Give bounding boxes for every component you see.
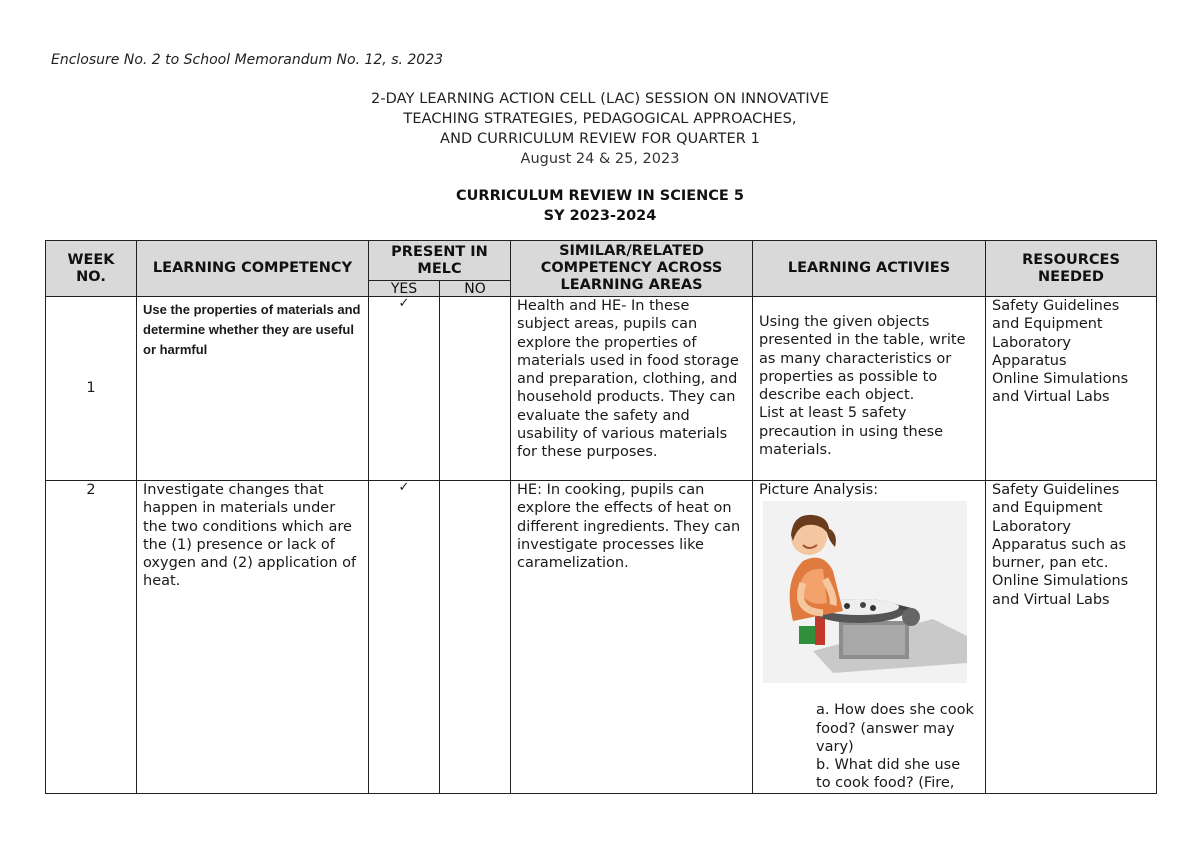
yes-check: ✓ xyxy=(369,481,440,794)
header-no: NO xyxy=(440,281,511,297)
header-resources: RESOURCES NEEDED xyxy=(986,241,1157,297)
no-check xyxy=(440,481,511,794)
curriculum-review-table xyxy=(45,240,1157,794)
resource-item: Safety Guidelines and Equipment xyxy=(992,298,1120,333)
header-similar-competency: SIMILAR/RELATED COMPETENCY ACROSS LEARNING AREAS xyxy=(511,241,753,297)
document-subtitle xyxy=(0,186,1200,226)
header-present-in-melc: PRESENT IN MELC xyxy=(369,241,511,281)
header-week: WEEK NO. xyxy=(46,241,137,297)
no-check xyxy=(440,297,511,481)
activity-title: Picture Analysis: xyxy=(759,482,879,498)
question-item: b. What did she use to cook food? (Fire, xyxy=(816,757,961,792)
activities-cell xyxy=(753,481,986,794)
resource-item: Laboratory Apparatus such as burner, pan etc. xyxy=(992,518,1127,572)
header-yes: YES xyxy=(369,281,440,297)
week-number: 1 xyxy=(46,297,137,481)
enclosure-note: Enclosure No. 2 to School Memorandum No. 12, s. 2023 xyxy=(51,52,444,68)
cooking-illustration xyxy=(763,501,967,683)
activities-cell xyxy=(753,297,986,481)
title-line-2: TEACHING STRATEGIES, PEDAGOGICAL APPROACHES, xyxy=(403,111,797,127)
title-line-3: AND CURRICULUM REVIEW FOR QUARTER 1 xyxy=(440,131,760,147)
activity-text: Using the given objects presented in the table, write as many characteristics or properties as possible to describe each object. xyxy=(759,314,966,404)
activity-text-2: List at least 5 safety precaution in using these materials. xyxy=(759,405,944,459)
competency-text: Investigate changes that happen in materials under the two conditions which are the (1) presence or lack of oxygen and (2) application of heat. xyxy=(137,481,369,794)
question-item: a. How does she cook food? (answer may vary) xyxy=(816,702,974,755)
competency-cell xyxy=(137,297,369,481)
resources-cell xyxy=(986,481,1157,794)
similar-competency-text: Health and HE- In these subject areas, pupils can explore the properties of materials used in food storage and preparation, clothing, and household products. They can evaluate the safety and usability of various materials for these purposes. xyxy=(511,297,753,481)
table-row xyxy=(46,481,1157,794)
week-number: 2 xyxy=(46,481,137,794)
header-learning-activities: LEARNING ACTIVIES xyxy=(753,241,986,297)
resources-cell xyxy=(986,297,1157,481)
yes-check: ✓ xyxy=(369,297,440,481)
cooking-woman-image xyxy=(763,501,967,683)
session-date: August 24 & 25, 2023 xyxy=(520,151,680,167)
similar-competency-text: HE: In cooking, pupils can explore the effects of heat on different ingredients. They can investigate processes like caramelization. xyxy=(511,481,753,794)
title-line-1: 2-DAY LEARNING ACTION CELL (LAC) SESSION ON INNOVATIVE xyxy=(371,91,829,107)
table-row xyxy=(46,297,1157,481)
subtitle-line-1: CURRICULUM REVIEW IN SCIENCE 5 xyxy=(456,188,744,204)
resource-item: Safety Guidelines and Equipment xyxy=(992,482,1120,517)
header-competency: LEARNING COMPETENCY xyxy=(137,241,369,297)
competency-text: Use the properties of materials and determine whether they are useful or harmful xyxy=(143,302,361,357)
subtitle-line-2: SY 2023-2024 xyxy=(543,208,657,224)
resource-item: Laboratory Apparatus xyxy=(992,334,1072,369)
document-title xyxy=(0,89,1200,169)
question-list xyxy=(759,701,979,792)
resource-item: Online Simulations and Virtual Labs xyxy=(992,371,1129,406)
resource-item: Online Simulations and Virtual Labs xyxy=(992,573,1129,608)
